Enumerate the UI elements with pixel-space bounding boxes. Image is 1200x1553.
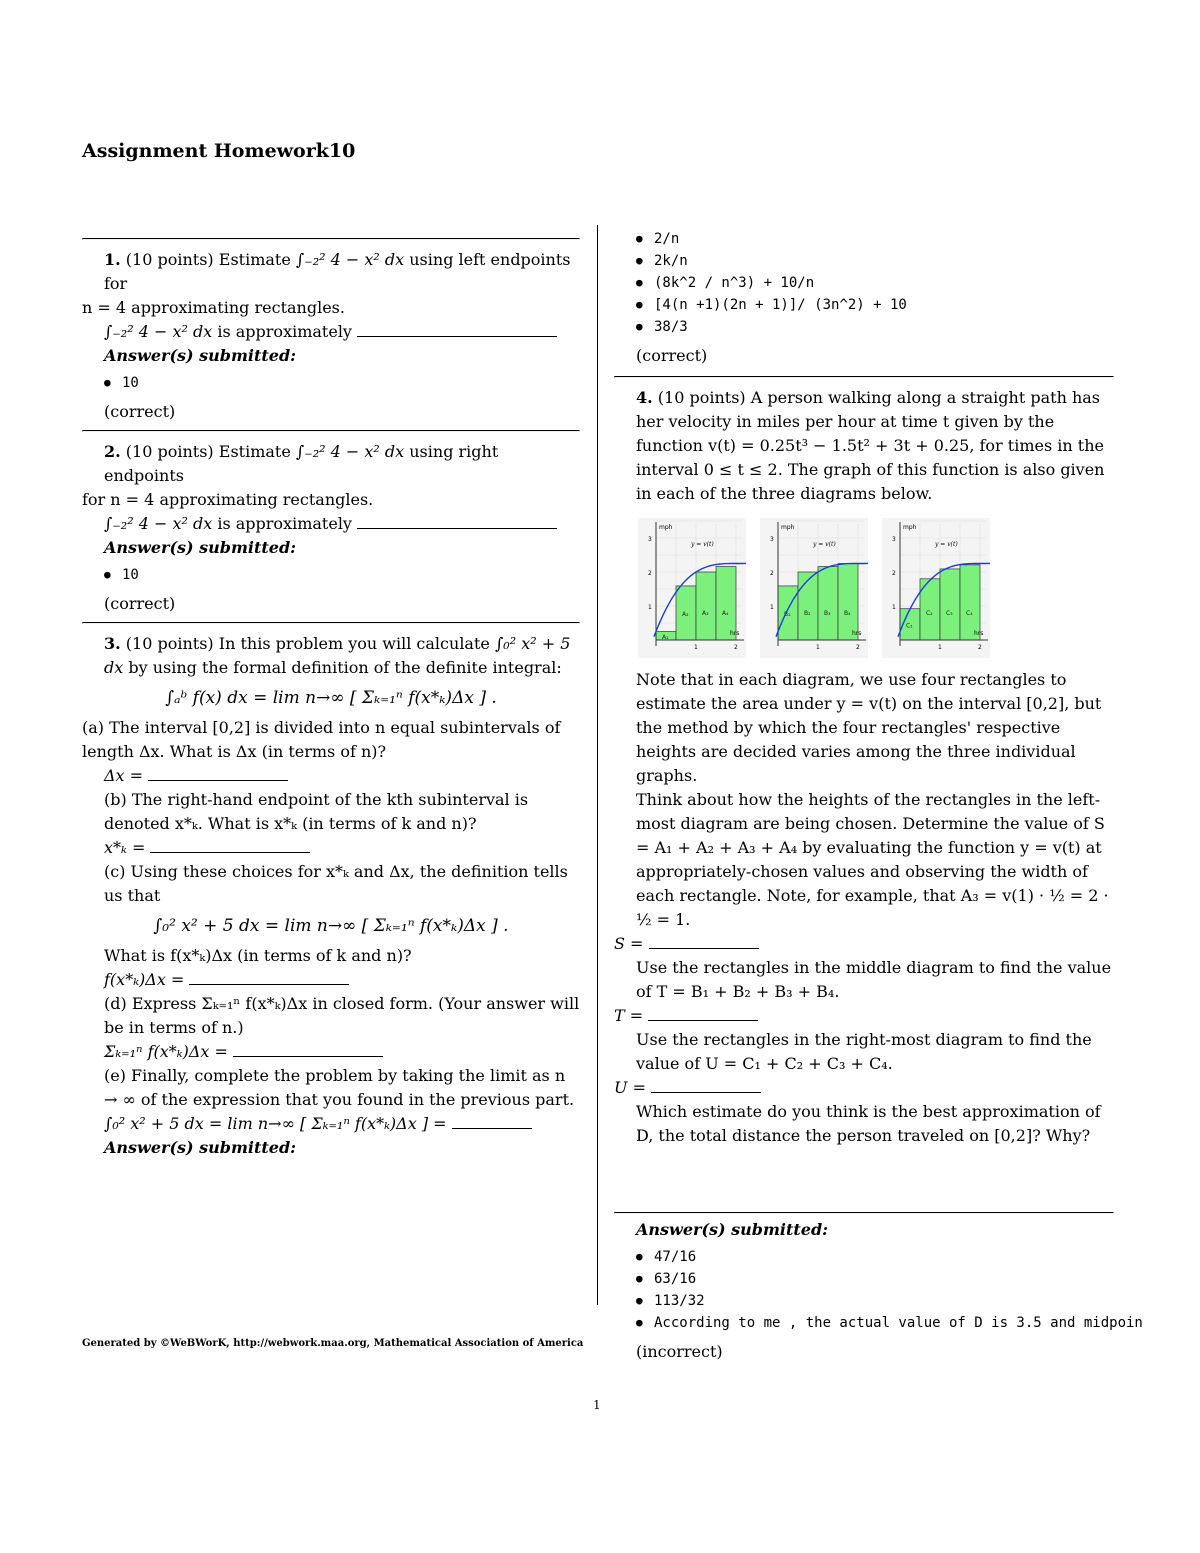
p3-number: 3. — [104, 634, 121, 653]
p4-intro: A person walking along a straight path has her velocity in miles per hour at time t given by the function v(t) = 0.25t³ − 1.5t² + 3t + 0.25, for times in the interval 0 ≤ t ≤ 2. The graph of this function is also given in each of the three diagrams below. — [636, 388, 1105, 503]
p3-part-e-blank[interactable] — [452, 1114, 532, 1129]
p4-u-label: U = — [614, 1078, 646, 1097]
p4-para4: Use the rectangles in the right-most diagram to find the value of U = C₁ + C₂ + C₃ + C₄. — [636, 1030, 1092, 1073]
rect-label: B₁ — [784, 610, 791, 618]
p3-answer-3: ● (8k^2 / n^3) + 10/n — [654, 272, 1114, 294]
p2-text-b: using right endpoints — [104, 442, 499, 485]
x-tick-label: 1 — [938, 644, 942, 651]
p3-part-b: (b) The right-hand endpoint of the kth subinterval is denoted x*ₖ. What is x*ₖ (in terms of k and n)? — [104, 790, 529, 833]
p4-u-blank[interactable] — [651, 1078, 761, 1093]
rect-label: C₃ — [946, 610, 953, 617]
p4-answers-label: Answer(s) submitted: — [636, 1220, 829, 1239]
p1-approx-label: is approximately — [217, 322, 352, 341]
curve-label: y = v(t) — [813, 541, 836, 548]
p1-approx-row — [82, 320, 580, 344]
y-tick-label: 3 — [770, 536, 774, 543]
p3-intro-b: by using the formal definition of the definite integral: — [128, 658, 562, 677]
rect-label: B₄ — [844, 610, 851, 617]
p4-s-label: S = — [614, 934, 644, 953]
p4-answer-3: ● 113/32 — [654, 1290, 1114, 1312]
p1-integral: ∫₋₂² 4 − x² dx — [295, 250, 405, 269]
p3-part-c-label: f(x*ₖ)Δx = — [104, 970, 185, 989]
p4-essay-space[interactable] — [614, 1148, 1114, 1212]
p3-part-d-blank[interactable] — [233, 1042, 383, 1057]
p3-part-c-question: What is f(x*ₖ)Δx (in terms of k and n)? — [104, 946, 412, 965]
p1-approx-integral: ∫₋₂² 4 − x² dx — [104, 322, 213, 341]
p2-answers-label: Answer(s) submitted: — [104, 538, 297, 557]
curve-label: y = v(t) — [691, 541, 714, 548]
riemann-rect — [940, 569, 960, 640]
rect-label: C₁ — [906, 622, 913, 630]
rect-label: B₃ — [824, 610, 831, 617]
p2-approx-label: is approximately — [217, 514, 352, 533]
rect-label: A₃ — [702, 610, 709, 617]
y-tick-label: 2 — [770, 570, 774, 577]
page-title: Assignment Homework10 — [82, 140, 356, 162]
x-tick-label: 1 — [694, 644, 698, 651]
x-axis-label: hrs — [852, 630, 862, 637]
x-tick-label: 2 — [734, 644, 738, 651]
right-column — [614, 228, 1143, 1364]
p2-approx-integral: ∫₋₂² 4 − x² dx — [104, 514, 213, 533]
rect-label: A₁ — [662, 633, 669, 641]
p4-para3: Use the rectangles in the middle diagram to find the value of T = B₁ + B₂ + B₃ + B₄. — [636, 958, 1112, 1001]
page-number: 1 — [593, 1398, 601, 1412]
p3-definition: ∫ₐᵇ f(x) dx = lim n→∞ [ Σₖ₌₁ⁿ f(x*ₖ)Δx ] . — [165, 688, 497, 708]
p3-part-c-row — [82, 968, 580, 992]
x-tick-label: 1 — [816, 644, 820, 651]
footer: Generated by ©WeBWorK, http://webwork.maa.org, Mathematical Association of America — [82, 1338, 584, 1349]
p3-points: (10 points) — [125, 634, 214, 653]
p1-status: (correct) — [104, 402, 176, 421]
y-axis-label: mph — [781, 524, 795, 531]
p1-answer-blank[interactable] — [357, 322, 557, 337]
p1-text-a: Estimate — [218, 250, 291, 269]
y-tick-label: 3 — [648, 536, 652, 543]
left-column — [82, 238, 580, 1160]
p3-part-a: (a) The interval [0,2] is divided into n equal subintervals of length Δx. What is Δx (in terms of n)? — [82, 718, 561, 761]
p3-part-c: (c) Using these choices for x*ₖ and Δx, the definition tells us that — [104, 862, 568, 905]
problem-2 — [82, 440, 580, 616]
p4-u-row — [614, 1076, 1114, 1100]
p1-points: (10 points) — [125, 250, 214, 269]
y-tick-label: 3 — [892, 536, 896, 543]
p1-answers-list — [82, 372, 580, 394]
p3-part-b-blank[interactable] — [150, 838, 310, 853]
riemann-rect — [960, 565, 980, 640]
diagram-left — [638, 518, 746, 658]
p3-part-d: (d) Express Σₖ₌₁ⁿ f(x*ₖ)Δx in closed form. (Your answer will be in terms of n.) — [104, 994, 580, 1037]
rule-p2 — [82, 430, 580, 432]
rect-label: A₄ — [722, 610, 729, 617]
p3-part-a-row — [82, 764, 580, 788]
p3-part-e-label: ∫₀² x² + 5 dx = lim n→∞ [ Σₖ₌₁ⁿ f(x*ₖ)Δx ] = — [104, 1114, 447, 1133]
p2-answer-1: ● 10 — [122, 564, 580, 586]
rule-p1 — [82, 238, 580, 240]
p3-answer-1: ● 2/n — [654, 228, 1114, 250]
x-tick-label: 2 — [978, 644, 982, 651]
p3-answers-list — [614, 228, 1114, 338]
p3-part-e: (e) Finally, complete the problem by taking the limit as n → ∞ of the expression that you found in the previous part. — [104, 1066, 575, 1109]
column-divider — [597, 225, 598, 1305]
problem-1 — [82, 248, 580, 424]
p2-answer-blank[interactable] — [357, 514, 557, 529]
p3-intro-a: In this problem you will calculate — [218, 634, 490, 653]
p3-part-b-row — [82, 836, 580, 860]
riemann-rect — [838, 564, 858, 641]
p4-s-row — [614, 932, 1114, 956]
p3-part-e-row — [82, 1112, 580, 1136]
riemann-rect — [716, 567, 736, 640]
problem-4 — [614, 386, 1143, 1364]
p1-statement — [82, 248, 580, 296]
p4-t-row — [614, 1004, 1114, 1028]
p3-part-a-blank[interactable] — [148, 766, 288, 781]
p1-text-b: using left endpoints for — [104, 250, 571, 293]
y-tick-label: 2 — [892, 570, 896, 577]
x-tick-label: 2 — [856, 644, 860, 651]
p3-part-a-label: Δx = — [104, 766, 144, 785]
p3-status: (correct) — [636, 346, 708, 365]
diagram-middle-svg — [760, 518, 868, 658]
p4-para2: Think about how the heights of the rectangles in the left-most diagram are being chosen. Determine the value of S = A₁ + A₂ + A₃ + A₄ by evaluating the function y = v(t) at appropriately-chosen values and observing the width of each rectangle. Note, for example, that A₃ = v(1) · ½ = 2 · ½ = 1. — [636, 790, 1109, 929]
problem-3 — [82, 632, 580, 1160]
y-tick-label: 1 — [892, 604, 896, 611]
p4-diagrams — [638, 518, 1114, 658]
p4-t-blank[interactable] — [648, 1006, 758, 1021]
p1-answer-1: ● 10 — [122, 372, 580, 394]
p2-points: (10 points) — [125, 442, 214, 461]
rule-p4 — [614, 376, 1114, 378]
riemann-rect — [798, 572, 818, 640]
p4-answer-1: ● 47/16 — [654, 1246, 1114, 1268]
p4-t-label: T = — [614, 1006, 644, 1025]
rule-p4-answers — [614, 1212, 1114, 1214]
riemann-rect — [818, 567, 838, 640]
riemann-rect — [696, 572, 716, 640]
rule-p3 — [82, 622, 580, 624]
p4-para1: Note that in each diagram, we use four rectangles to estimate the area under y = v(t) on the interval [0,2], but the method by which the four rectangles' respective heights are decided varies among the three individual graphs. — [636, 670, 1102, 785]
p4-answers-list — [614, 1246, 1143, 1334]
rect-label: A₂ — [682, 610, 689, 618]
x-axis-label: hrs — [730, 630, 740, 637]
p4-para5: Which estimate do you think is the best approximation of D, the total distance the person traveled on [0,2]? Why? — [636, 1102, 1101, 1145]
x-axis-label: hrs — [974, 630, 984, 637]
p2-answers-list — [82, 564, 580, 586]
p2-text-a: Estimate — [218, 442, 291, 461]
p3-part-c-blank[interactable] — [189, 970, 349, 985]
p3-part-d-label: Σₖ₌₁ⁿ f(x*ₖ)Δx = — [104, 1042, 228, 1061]
p2-number: 2. — [104, 442, 121, 461]
p4-number: 4. — [636, 388, 653, 407]
p2-integral: ∫₋₂² 4 − x² dx — [295, 442, 405, 461]
p3-part-d-row — [82, 1040, 580, 1064]
curve-label: y = v(t) — [935, 541, 958, 548]
p2-statement — [82, 440, 580, 488]
p3-statement — [82, 632, 580, 680]
y-tick-label: 1 — [648, 604, 652, 611]
y-axis-label: mph — [903, 524, 917, 531]
y-tick-label: 1 — [770, 604, 774, 611]
p1-answers-label: Answer(s) submitted: — [104, 346, 297, 365]
y-tick-label: 2 — [648, 570, 652, 577]
p2-status: (correct) — [104, 594, 176, 613]
p3-answer-2: ● 2k/n — [654, 250, 1114, 272]
p3-part-b-label: x*ₖ = — [104, 838, 146, 857]
y-axis-label: mph — [659, 524, 673, 531]
p4-status: (incorrect) — [636, 1342, 723, 1361]
p2-approx-row — [82, 512, 580, 536]
p4-s-blank[interactable] — [649, 934, 759, 949]
p3-answers-label: Answer(s) submitted: — [104, 1138, 297, 1157]
p3-intro-integral: ∫₀² x² + 5 dx — [104, 634, 571, 677]
p1-number: 1. — [104, 250, 121, 269]
p1-text-c: n = 4 approximating rectangles. — [82, 298, 345, 317]
diagram-middle — [760, 518, 868, 658]
rect-label: C₂ — [926, 610, 933, 617]
diagram-right-svg — [882, 518, 990, 658]
p3-part-c-equation: ∫₀² x² + 5 dx = lim n→∞ [ Σₖ₌₁ⁿ f(x*ₖ)Δx ] . — [153, 916, 509, 936]
p4-points: (10 points) — [657, 388, 746, 407]
p4-answer-4: ● According to me , the actual value of D is 3.5 and midpoin — [654, 1312, 1114, 1334]
rect-label: C₄ — [966, 610, 973, 617]
rect-label: B₂ — [804, 610, 811, 617]
diagram-left-svg — [638, 518, 746, 658]
diagram-right — [882, 518, 990, 658]
p3-answer-4: ● [4(n +1)(2n + 1)]/ (3n^2) + 10 — [654, 294, 1114, 316]
p4-answer-2: ● 63/16 — [654, 1268, 1114, 1290]
p3-answer-5: ● 38/3 — [654, 316, 1114, 338]
p4-statement — [614, 386, 1114, 506]
p2-text-c: for n = 4 approximating rectangles. — [82, 490, 374, 509]
